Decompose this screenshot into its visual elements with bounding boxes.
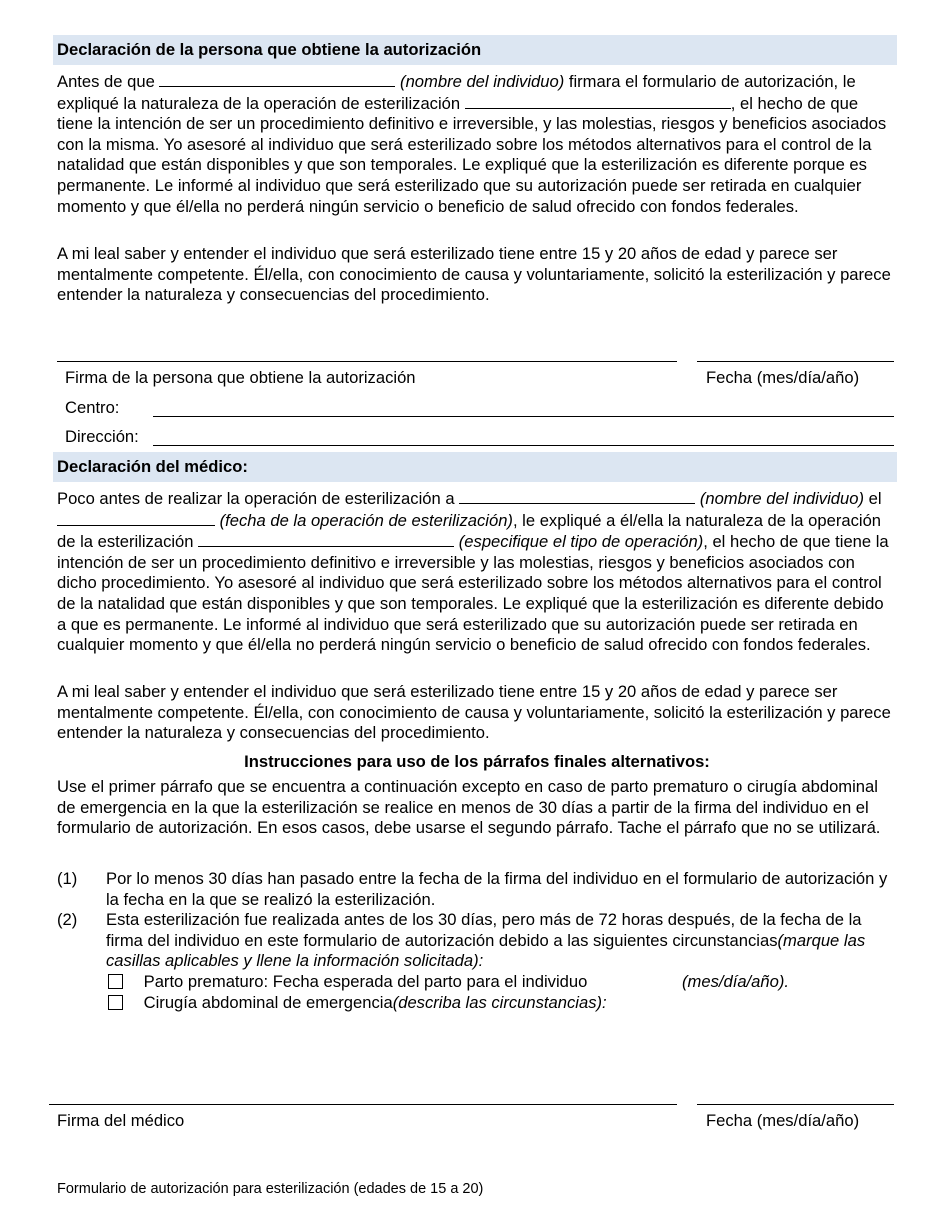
item-2-text: Esta esterilización fue realizada antes de los 30 días, pero más de 72 horas después, de la fecha de la firma del individuo en este formulario de autorización debido a las siguientes circunstancias(marque las casillas aplicables y llene la información solicitada): bbox=[106, 910, 866, 971]
center-label: Centro: bbox=[65, 398, 120, 417]
obtainer-date-line[interactable] bbox=[697, 361, 894, 362]
instructions-paragraph: Use el primer párrafo que se encuentra a continuación excepto en caso de parto prematuro o cirugía abdominal de emergencia en la que la esterilización se realice en menos de 30 días a partir de la firma del individuo en el formulario de autorización. En esos casos, debe usarse el segundo párrafo. Tache el párrafo que no se utilizará. bbox=[57, 777, 881, 838]
physician-paragraph-1: Poco antes de realizar la operación de esterilización a (nombre del individuo) el (fecha de la operación de esterilización), le expliqué a él/ella la naturaleza de la operación de la esterilización (especifique el tipo de operación), el hecho de que tiene la intención de ser un procedimiento definitivo e irreversible y las molestias, riesgos y beneficios asociados con dicho procedimiento. Yo asesoré al individuo que será esterilizado sobre los métodos alternativos para el control de la natalidad que están disponibles y que son temporales. Le expliqué que la esterilización es diferente debido a que es permanente. Le informé al individuo que será esterilizado que su autorización puede ser retirada en cualquier momento y que él/ella no perderá ningún servicio o beneficio de salud ofrecido con fondos federales. bbox=[57, 489, 889, 655]
physician-operation-type-blank[interactable] bbox=[198, 531, 454, 547]
individual-name-blank[interactable] bbox=[159, 71, 395, 87]
emergency-surgery-hint: (describa las circunstancias): bbox=[392, 993, 607, 1012]
obtainer-section-heading: Declaración de la persona que obtiene la autorización bbox=[53, 35, 897, 65]
physician-date-line[interactable] bbox=[697, 1104, 894, 1105]
address-field-line[interactable] bbox=[153, 445, 894, 446]
obtainer-signature-label: Firma de la persona que obtiene la autorización bbox=[65, 368, 416, 387]
obtainer-paragraph-2: A mi leal saber y entender el individuo que será esterilizado tiene entre 15 y 20 años de edad y parece ser mentalmente competente. Él/ella, con conocimiento de causa y voluntariamente, solicitó la esterilización y parece entender la naturaleza y consecuencias del procedimiento. bbox=[57, 244, 891, 305]
physician-paragraph-2: A mi leal saber y entender el individuo que será esterilizado tiene entre 15 y 20 años de edad y parece ser mentalmente competente. Él/ella, con conocimiento de causa y voluntariamente, solicitó la esterilización y parece entender la naturaleza y consecuencias del procedimiento. bbox=[57, 682, 891, 743]
emergency-surgery-option bbox=[108, 993, 607, 1014]
center-field-line[interactable] bbox=[153, 416, 894, 417]
item-1-text: Por lo menos 30 días han pasado entre la fecha de la firma del individuo en el formulario de autorización y la fecha en la que se realizó la esterilización. bbox=[106, 869, 888, 909]
physician-section-heading: Declaración del médico: bbox=[53, 452, 897, 482]
expected-delivery-date-hint: (mes/día/año). bbox=[682, 972, 789, 991]
obtainer-date-label: Fecha (mes/día/año) bbox=[706, 368, 860, 387]
emergency-surgery-checkbox[interactable] bbox=[108, 995, 123, 1010]
premature-birth-label: Parto prematuro: Fecha esperada del parto para el individuo bbox=[143, 972, 588, 991]
obtainer-signature-line[interactable] bbox=[57, 361, 677, 362]
physician-signature-label: Firma del médico bbox=[57, 1111, 185, 1130]
operation-date-blank[interactable] bbox=[57, 510, 215, 526]
form-footer: Formulario de autorización para esterilización (edades de 15 a 20) bbox=[57, 1181, 484, 1197]
obtainer-paragraph-1: Antes de que (nombre del individuo) firmara el formulario de autorización, le expliqué la naturaleza de la operación de esterilización , el hecho de que tiene la intención de ser un procedimiento definitivo e irreversible, y las molestias, riesgos y beneficios asociados con la misma. Yo asesoré al individuo que será esterilizado sobre los métodos alternativos para el control de la natalidad que están disponibles y que son temporales. Le expliqué que la esterilización es diferente porque es permanente. Le informé al individuo que será esterilizado que su autorización puede ser retirada en cualquier momento y que él/ella no perderá ningún servicio o beneficio de salud ofrecido con fondos federales. bbox=[57, 72, 887, 216]
address-label: Dirección: bbox=[65, 427, 139, 446]
item-1-number: (1) bbox=[57, 869, 78, 888]
premature-birth-option bbox=[108, 972, 587, 993]
physician-date-label: Fecha (mes/día/año) bbox=[706, 1111, 860, 1130]
premature-birth-checkbox[interactable] bbox=[108, 974, 123, 989]
instructions-heading: Instrucciones para uso de los párrafos finales alternativos: bbox=[244, 752, 710, 771]
emergency-surgery-label: Cirugía abdominal de emergencia bbox=[143, 993, 393, 1012]
operation-type-blank[interactable] bbox=[465, 93, 731, 109]
physician-signature-line[interactable] bbox=[49, 1104, 677, 1105]
item-2-number: (2) bbox=[57, 910, 78, 929]
physician-individual-name-blank[interactable] bbox=[459, 488, 695, 504]
